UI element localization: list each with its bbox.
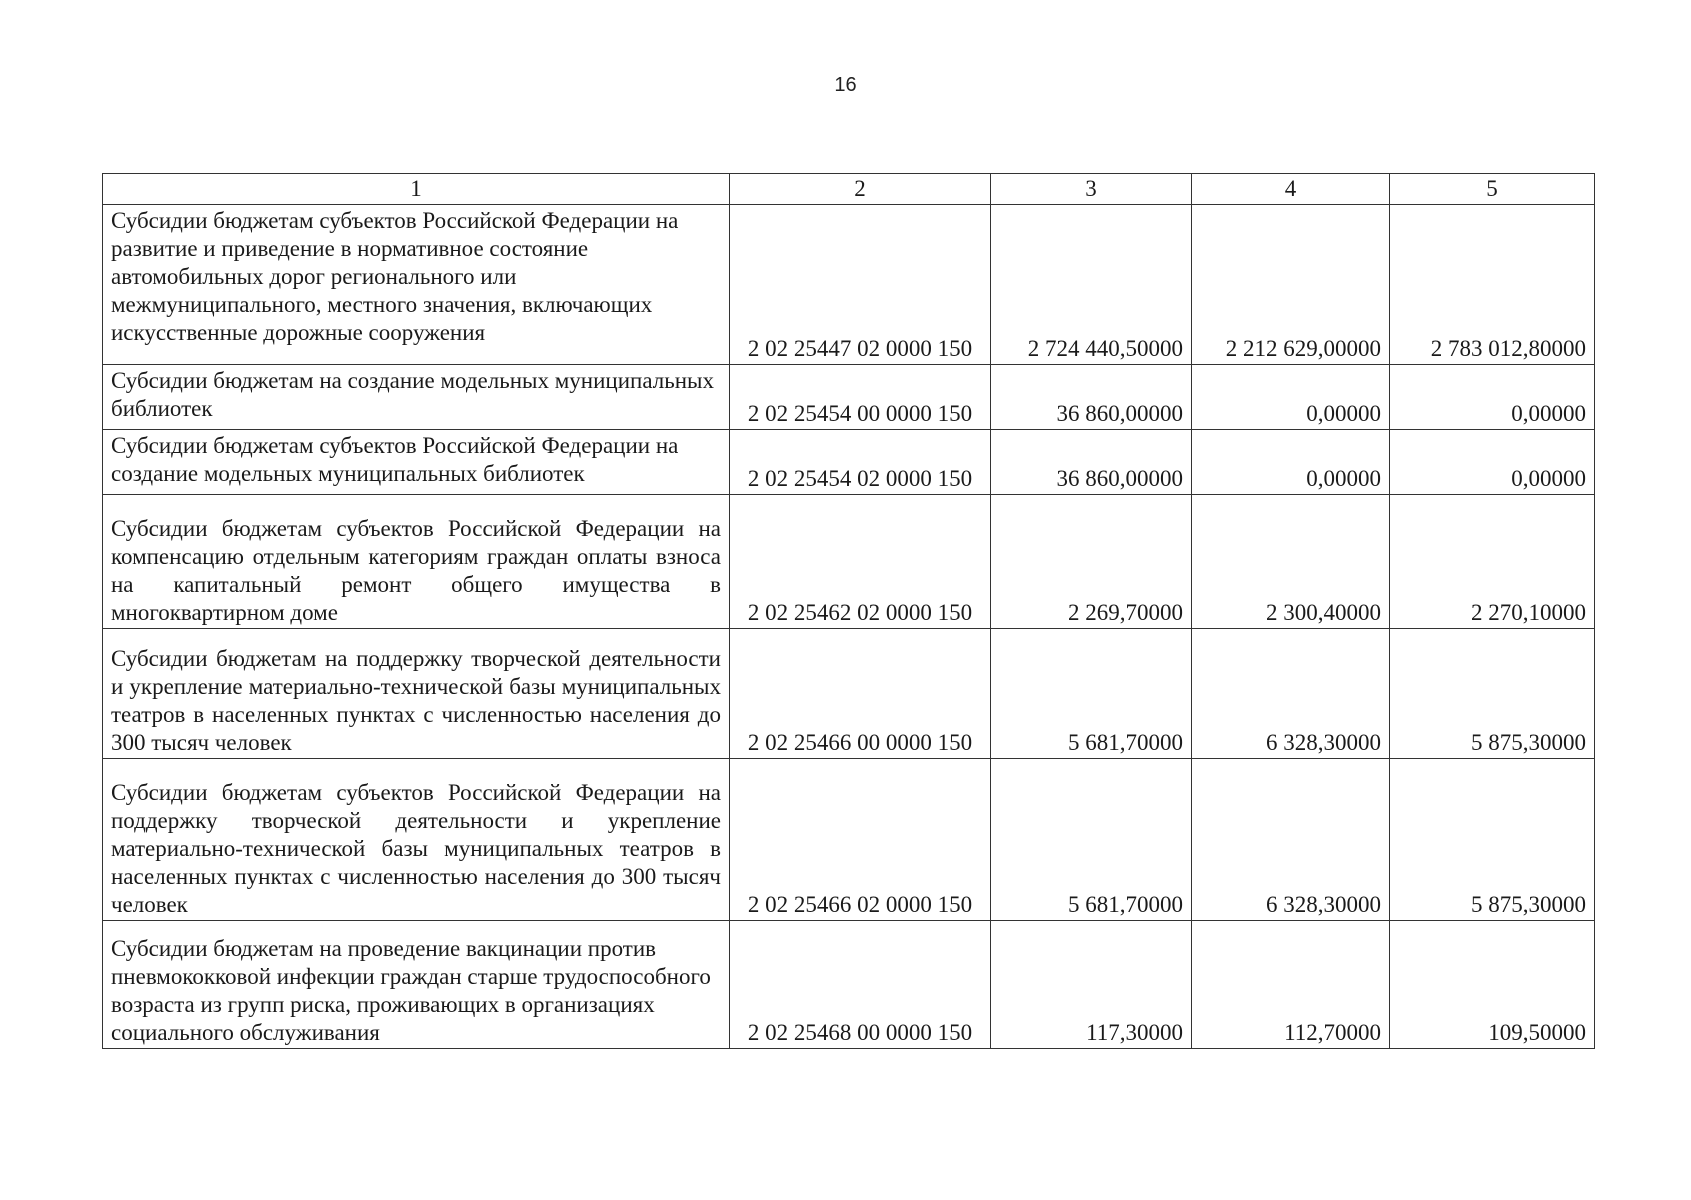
row-value-4: 0,00000 — [1192, 430, 1390, 495]
row-value-3: 117,30000 — [991, 921, 1192, 1049]
row-value-5: 2 783 012,80000 — [1390, 205, 1595, 365]
column-header-2: 2 — [730, 174, 991, 205]
table-row — [103, 759, 1595, 921]
row-value-5: 109,50000 — [1390, 921, 1595, 1049]
budget-table — [102, 173, 1595, 1049]
table-row — [103, 495, 1595, 629]
row-code: 2 02 25466 02 0000 150 — [730, 759, 991, 921]
row-code: 2 02 25466 00 0000 150 — [730, 629, 991, 759]
row-code: 2 02 25468 00 0000 150 — [730, 921, 991, 1049]
table-row — [103, 365, 1595, 430]
table-row — [103, 921, 1595, 1049]
row-name: Субсидии бюджетам субъектов Российской Федерации на создание модельных муниципальных библиотек — [103, 430, 730, 495]
column-header-4: 4 — [1192, 174, 1390, 205]
table-row — [103, 205, 1595, 365]
row-value-3: 5 681,70000 — [991, 759, 1192, 921]
row-value-3: 36 860,00000 — [991, 365, 1192, 430]
row-value-4: 2 300,40000 — [1192, 495, 1390, 629]
row-name: Субсидии бюджетам на проведение вакцинации против пневмококковой инфекции граждан старше трудоспособного возраста из групп риска, проживающих в организациях социального обслуживания — [103, 921, 730, 1049]
row-name: Субсидии бюджетам на поддержку творческой деятельности и укрепление материально-технической базы муниципальных театров в населенных пунктах с численностью населения до 300 тысяч человек — [103, 629, 730, 759]
row-value-4: 0,00000 — [1192, 365, 1390, 430]
row-value-3: 5 681,70000 — [991, 629, 1192, 759]
column-header-3: 3 — [991, 174, 1192, 205]
row-code: 2 02 25454 02 0000 150 — [730, 430, 991, 495]
row-value-4: 2 212 629,00000 — [1192, 205, 1390, 365]
row-value-5: 0,00000 — [1390, 430, 1595, 495]
row-value-3: 2 724 440,50000 — [991, 205, 1192, 365]
row-code: 2 02 25462 02 0000 150 — [730, 495, 991, 629]
row-code: 2 02 25454 00 0000 150 — [730, 365, 991, 430]
row-value-4: 112,70000 — [1192, 921, 1390, 1049]
row-code: 2 02 25447 02 0000 150 — [730, 205, 991, 365]
row-value-4: 6 328,30000 — [1192, 759, 1390, 921]
row-value-5: 5 875,30000 — [1390, 759, 1595, 921]
column-header-5: 5 — [1390, 174, 1595, 205]
row-value-4: 6 328,30000 — [1192, 629, 1390, 759]
row-name: Субсидии бюджетам субъектов Российской Федерации на развитие и приведение в нормативное состояние автомобильных дорог регионального или межмуниципального, местного значения, включающих искусственные дорожные сооружения — [103, 205, 730, 365]
row-value-5: 0,00000 — [1390, 365, 1595, 430]
row-value-5: 5 875,30000 — [1390, 629, 1595, 759]
page-number: 16 — [834, 74, 857, 96]
row-value-5: 2 270,10000 — [1390, 495, 1595, 629]
row-name: Субсидии бюджетам субъектов Российской Федерации на компенсацию отдельным категориям граждан оплаты взноса на капитальный ремонт общего имущества в многоквартирном доме — [103, 495, 730, 629]
table-row — [103, 430, 1595, 495]
row-name: Субсидии бюджетам субъектов Российской Федерации на поддержку творческой деятельности и укрепление материально-технической базы муниципальных театров в населенных пунктах с численностью населения до 300 тысяч человек — [103, 759, 730, 921]
row-value-3: 2 269,70000 — [991, 495, 1192, 629]
column-header-1: 1 — [103, 174, 730, 205]
table-row — [103, 629, 1595, 759]
row-name: Субсидии бюджетам на создание модельных муниципальных библиотек — [103, 365, 730, 430]
table-header-row — [103, 174, 1595, 205]
row-value-3: 36 860,00000 — [991, 430, 1192, 495]
